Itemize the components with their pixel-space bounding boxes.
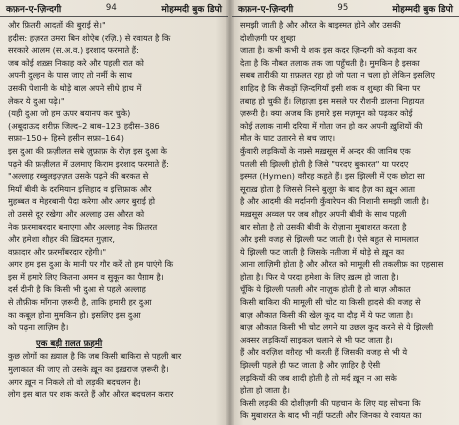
text-line: शाहिद है कि सैकड़ों ज़िन्दगियाँ इसी शक व शुब्हा की बिना पर bbox=[240, 82, 421, 93]
left-page-number: 94 bbox=[105, 3, 117, 13]
text-line: "अल्लाह रब्बुलइज़्ज़त उसके पढ़ने की बरकत से bbox=[8, 171, 149, 182]
text-line: बार सोता है तो उसकी बीवी के रोज़ाना मुबाशरत करता है bbox=[240, 221, 407, 232]
text-line: जब कोई शख़्स निकाह करे और पहली रात को bbox=[8, 57, 144, 68]
text-line: सबब तारीकी या ग़फ़लत रहा हो जो पता न चला हो लेकिन इसलिए bbox=[240, 70, 435, 81]
text-line: है और आदमी की मर्दानगी कुँवारेपन की निशानी समझी जाती है। bbox=[240, 196, 429, 207]
text-line: इस में हमारे लिए कितना अमन व सुकून का पैग़ाम है। bbox=[8, 271, 164, 282]
text-line: कुँवारी लड़कियों के नफ़्से मख़सूस में अन्दर की जानिब एक bbox=[240, 145, 411, 156]
text-line: मियाँ बीवी के दरमियान इत्तिहाद व इत्तिफ़ाक और bbox=[8, 183, 152, 194]
text-line: दोशीज़गी पर शुब्हा bbox=[240, 32, 296, 43]
right-page bbox=[232, 0, 459, 425]
left-header-title: कफ़न-ए-ज़िन्दगी bbox=[6, 4, 62, 15]
left-page bbox=[0, 0, 228, 425]
text-line: बाज़ औकात किसी भी चोट लगने या उछल कूद करने से ये झिल्ली bbox=[240, 322, 434, 333]
text-line: ये झिल्ली फट जाती है जिसके नतीजा में थोड़े से ख़ून का bbox=[240, 246, 405, 257]
left-header-publisher: मोहम्मदी बुक डिपो bbox=[161, 4, 222, 15]
right-header-title: कफ़न-ए-ज़िन्दगी bbox=[238, 4, 294, 15]
text-line: मख़सूस अव्वल पर जब शौहर अपनी बीवी के साथ पहली bbox=[240, 208, 407, 219]
text-line: मुहब्बत व मेहरबानी पैदा करेगा और अगर बुराई हो bbox=[8, 196, 155, 207]
text-line: किसी बाकिरा की मामूली सी चोट या किसी हादसे की वजह से bbox=[240, 297, 421, 308]
text-line: अक्सर लड़कियाँ साइकल चलाने से भी फट जाता है। bbox=[240, 334, 393, 345]
text-line: सूराख़ होता है जिससे निस्ने बुलूग़ के बाद हैज़ का ख़ून आता bbox=[240, 183, 416, 194]
text-line: झिल्ली पहले ही फट जाता है और ज़ाहिर है ऐसी bbox=[240, 360, 381, 371]
text-line: जाता है। कभी कभी ये शक इस कदर ज़िन्दगी को कड़वा कर bbox=[240, 45, 417, 56]
text-line: कुछ लोगों का ख़्याल है कि जब किसी बाकिरा से पहली बार bbox=[8, 351, 182, 362]
text-line: से तौफ़ीक माँगना ज़रूरी है, ताकि हमारी हर दुआ bbox=[8, 297, 152, 308]
text-line: बाज़ औकात किसी की खेल कूद या दौड़ में ये फट जाता है। bbox=[240, 309, 414, 320]
text-line: मौत के घाट उतारने से बच जाए। bbox=[240, 133, 336, 144]
text-line: कोई तलाक नामी दरिया में गोता जन हो कर अपनी ख़ुशियों की bbox=[240, 120, 423, 131]
text-line: हदीस: हज़रत उमरा बिन शोऐब (रज़ि.) से रवायत है कि bbox=[8, 32, 171, 43]
text-line: लोग इस बात पर शक करते हैं और औरत बदचलन करार bbox=[8, 389, 174, 400]
text-line: और हमेशा शौहर की ख़िदमत गुज़ार, bbox=[8, 234, 115, 245]
text-line: किसी लड़की की दोशीज़गी की पहचान के लिए यह सोचना कि bbox=[240, 397, 421, 408]
text-line: दर्स दीनी है कि किसी भी दुआ से पहले अल्लाह bbox=[8, 284, 146, 295]
text-line: को पढ़ना लाज़िम है। bbox=[8, 322, 69, 333]
text-line: अगर ख़ून न निकले तो वो लड़की बदचलन है। bbox=[8, 376, 141, 387]
text-line: ज़रूरी है। क्या अजब कि हमारे इस मज़मून को पढ़कर कोई bbox=[240, 108, 413, 119]
text-line: लेकर ये दुआ पढ़े।" bbox=[8, 95, 65, 106]
section-heading: एक बड़ी ग़लत फ़हमी bbox=[36, 338, 103, 349]
text-line: उसकी पेशानी के थोड़े बाल अपने सीधे हाथ में bbox=[8, 82, 142, 93]
text-line: होता है। फिर ये परदा हमेशा के लिए ख़त्म हो जाता है। bbox=[240, 271, 399, 282]
text-line: और इसी वजह से झिल्ली फट जाती है। ऐसे बहुत से मामलात bbox=[240, 234, 419, 245]
reference-line: (अबूदाऊद शरीफ़ जिल्द–2 बाब–123 हदीस–386 bbox=[8, 120, 160, 131]
right-page-body bbox=[232, 17, 459, 422]
text-line: का कबूल होना मुमकिन हो। इसलिए इस दुआ bbox=[8, 309, 141, 320]
text-line: चूँकि ये झिल्ली पतली और नाज़ुक होती है तो बाज़ औकात bbox=[240, 284, 411, 295]
right-page-header bbox=[232, 0, 459, 17]
text-line: इस दुआ की फ़ज़ीलत सबे ज़ुफ़ाफ़ के रोज़ इस दुआ के bbox=[8, 145, 167, 156]
right-page-number: 95 bbox=[337, 3, 349, 13]
text-line: इस्मत (Hymen) वग़ैरह कहते हैं। इस झिल्ली में एक छोटा सा bbox=[240, 171, 425, 182]
text-line: हैं और वरज़िश वग़ैरह भी करती हैं जिसकी वजह से भी ये bbox=[240, 347, 408, 358]
text-line: लड़कियों की जब शादी होती है तो मर्द ख़ून न आ सके bbox=[240, 372, 397, 383]
text-line: (यही दुआ जो हम ऊपर बयानप कर चुके) bbox=[8, 108, 131, 119]
right-header-publisher: मोहम्मदी बुक डिपो bbox=[392, 4, 453, 15]
text-line: तो उससे दूर रखेगा और अल्लाह उस औरत को bbox=[8, 208, 145, 219]
text-line: कि मुबाशरत के बाद भी नहीं फटती और जिनका ये रवायत का bbox=[240, 410, 422, 421]
text-line: तबाह हो चुकी हैं। लिहाज़ा इस मसले पर रौशनी डालना निहायत bbox=[240, 95, 425, 106]
text-line: अगर हम इस दुआ के मानी पर गौर करें तो हम पाएंगे कि bbox=[8, 259, 173, 270]
left-page-header bbox=[0, 0, 228, 17]
text-line: समझी जाती है और औरत के बाइस्मत होने और उसकी bbox=[240, 20, 401, 30]
text-line: वफ़ादार और फ़रमाँबरदार रहेगी।" bbox=[8, 246, 107, 257]
text-line: सरकारे आलम (स.अ.व.) इरशाद फरमाते हैं: bbox=[8, 45, 139, 56]
text-line: नेक फ़रमाबरदार बनाएगा और अल्लाह नेक फ़ितरत bbox=[8, 221, 158, 232]
text-line: पढ़ने की फ़ज़ीलत में उलमाए किराम इरशाद फरमाते हैं: bbox=[8, 158, 169, 169]
text-line: मुलाकात की जाए तो उसके ख़ून का इख़राज ज़रूरी है। bbox=[8, 364, 169, 375]
text-line: पतली सी झिल्ली होती है जिसे "परदए बुकारत" या परदए bbox=[240, 158, 409, 169]
left-page-body bbox=[0, 17, 228, 401]
text-line: और फ़ितरी आदतों की बुराई से।" bbox=[8, 20, 106, 30]
reference-line: सफ़ा–150+ हिस्ने हसीन सफ़ा–164) bbox=[8, 133, 124, 144]
text-line: अपनी दुल्हन के पास जाए तो नर्मी के साथ bbox=[8, 70, 132, 81]
text-line: देता है कि नौबत तलाक तक जा पहुँचती है। मुमकिन है इसका bbox=[240, 57, 420, 68]
text-line: होता हो जाता है। bbox=[240, 385, 290, 396]
text-line: आना लाज़िमी होता है और औरत को मामूली सी तकलीफ़ का एहसास bbox=[240, 259, 444, 270]
